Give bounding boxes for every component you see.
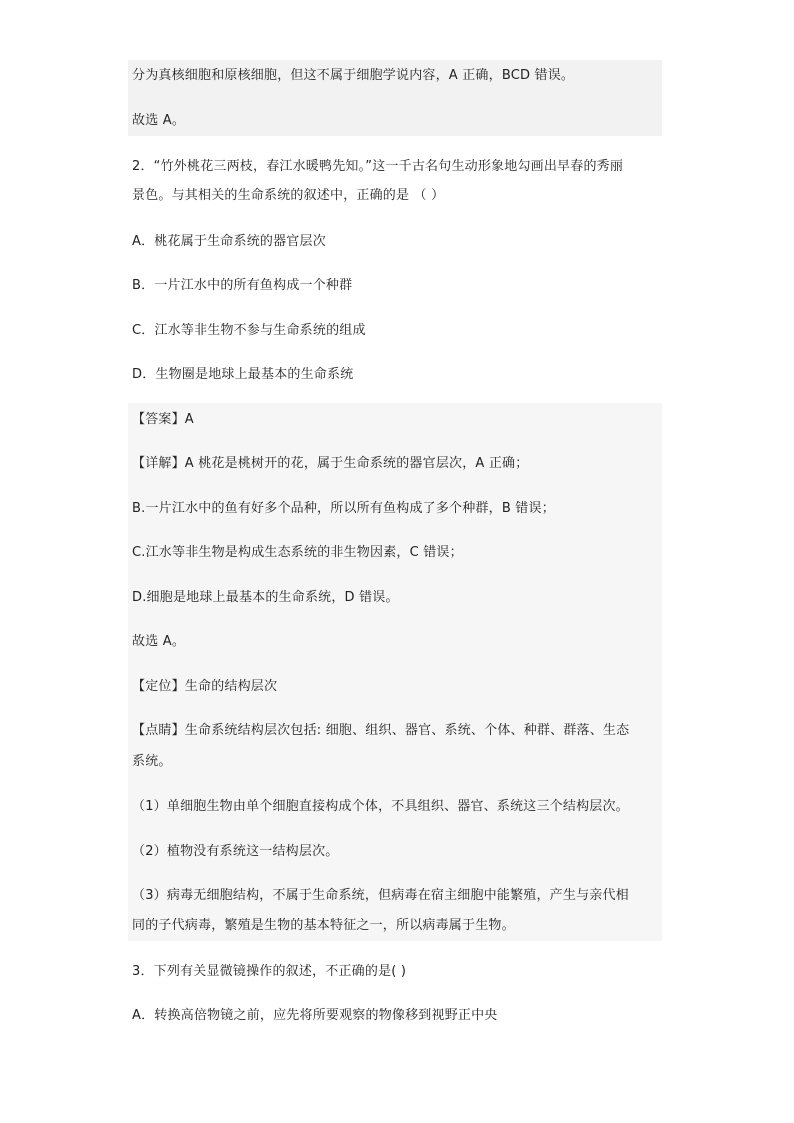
q2-stem-line2: 景色。与其相关的生命系统的叙述中，正确的是 （ ） xyxy=(132,188,445,203)
q2-detail-a: 【详解】A 桃花是桃树开的花，属于生命系统的器官层次，A 正确； xyxy=(132,456,529,471)
previous-explanation-text: 分为真核细胞和原核细胞，但这不属于细胞学说内容，A 正确，BCD 错误。 xyxy=(132,68,575,83)
q2-detail-d: D.细胞是地球上最基本的生命系统，D 错误。 xyxy=(132,590,399,605)
q2-detail-c: C.江水等非生物是构成生态系统的非生物因素，C 错误； xyxy=(132,545,463,560)
q2-note1: （1）单细胞生物由单个细胞直接构成个体，不具组织、器官、系统这三个结构层次。 xyxy=(132,799,629,814)
q2-option-a: A．桃花属于生命系统的器官层次 xyxy=(132,234,326,249)
q2-note3-line1: （3）病毒无细胞结构，不属于生命系统，但病毒在宿主细胞中能繁殖，产生与亲代相 xyxy=(132,888,629,903)
q2-point-line1: 【点睛】生命系统结构层次包括: 细胞、组织、器官、系统、个体、种群、群落、生态 xyxy=(132,723,630,738)
q2-note3-line2: 同的子代病毒，繁殖是生物的基本特征之一，所以病毒属于生物。 xyxy=(132,918,515,933)
q2-note2: （2）植物没有系统这一结构层次。 xyxy=(132,844,339,859)
q2-option-d: D．生物圈是地球上最基本的生命系统 xyxy=(132,367,354,382)
q2-stem-line1: 2．“竹外桃花三两枝，春江水暖鸭先知。”这一千古名句生动形象地勾画出早春的秀丽 xyxy=(132,159,624,174)
previous-choose-text: 故选 A。 xyxy=(132,113,186,128)
q2-choose-text: 故选 A。 xyxy=(132,634,186,649)
q2-detail-b: B.一片江水中的鱼有好多个品种，所以所有鱼构成了多个种群，B 错误； xyxy=(132,501,555,516)
q2-locate: 【定位】生命的结构层次 xyxy=(132,679,278,694)
q2-answer: 【答案】A xyxy=(132,412,194,427)
q3-stem: 3．下列有关显微镜操作的叙述，不正确的是( ) xyxy=(132,964,407,979)
q2-point-line2: 系统。 xyxy=(132,754,172,769)
q3-option-a: A．转换高倍物镜之前，应先将所要观察的物像移到视野正中央 xyxy=(132,1008,498,1023)
q2-option-c: C．江水等非生物不参与生命系统的组成 xyxy=(132,323,366,338)
q2-option-b: B．一片江水中的所有鱼构成一个种群 xyxy=(132,278,353,293)
